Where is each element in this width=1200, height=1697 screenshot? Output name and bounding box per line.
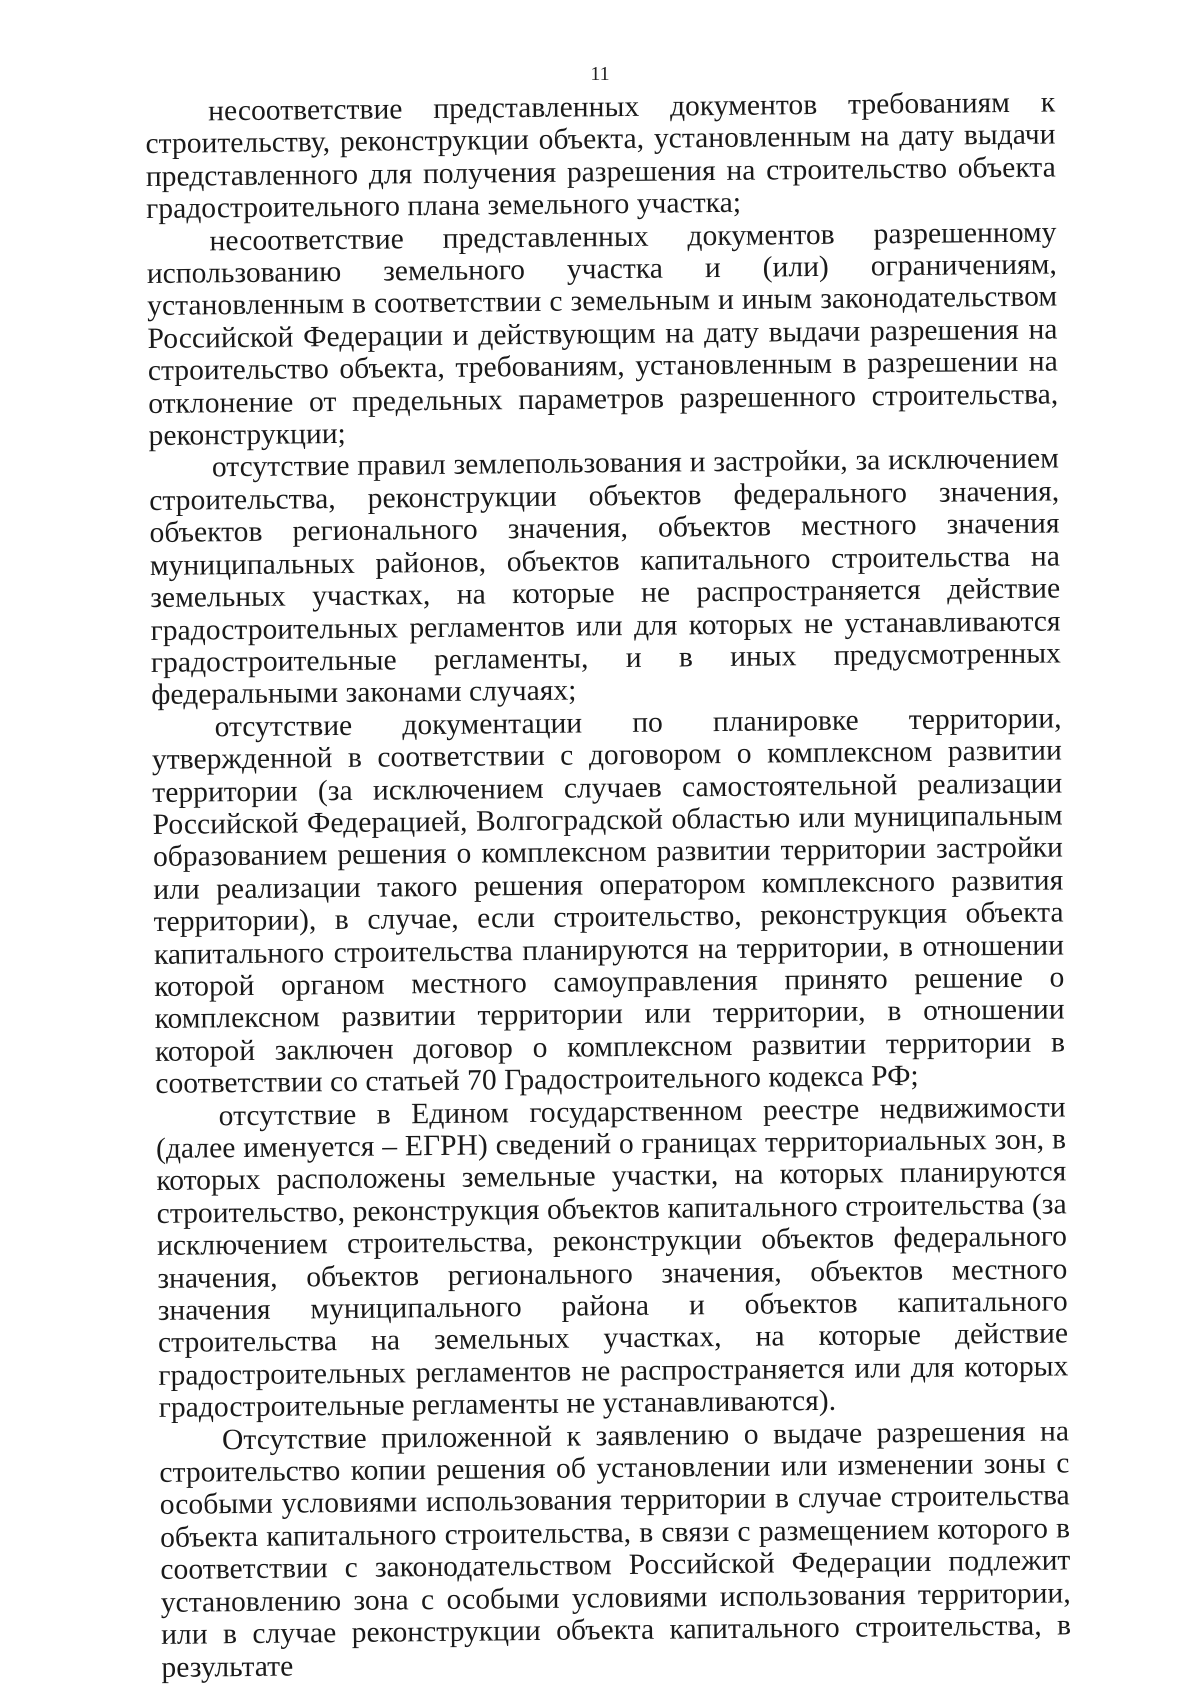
paragraph: несоответствие представленных документов разрешенному использованию земельного участка и (или) ограничениям, установленным в соответствии с земельным и иным законодательством Российской Федерации и действующим на дату выдачи разрешения на строительство объекта, требованиям, установленным в разрешении на отклонение от предельных параметров разрешенного строительства, реконструкции;: [146, 216, 1059, 453]
document-body: [145, 86, 1072, 1683]
paragraph: несоответствие представленных документов требованиям к строительству, реконструкции объекта, установленным на дату выдачи представленного для получения разрешения на строительство объекта градостроительного плана земельного участка;: [145, 86, 1056, 226]
page-number: 11: [590, 63, 610, 85]
paragraph: отсутствие правил землепользования и застройки, за исключением строительства, реконструкции объектов федерального значения, объектов регионального значения, объектов местного значения муниципальных районов, объектов капитального строительства на земельных участках, на которые не распространяется действие градостроительных регламентов или для которых не устанавливаются градостроительные регламенты, и в иных предусмотренных федеральными законами случаях;: [149, 442, 1062, 712]
paragraph: отсутствие в Едином государственном реестре недвижимости (далее именуется – ЕГРН) сведений о границах территориальных зон, в которых расположены земельные участки, на которых планируются строительство, реконструкция объектов капитального строительства (за исключением строительства, реконструкции объектов федерального значения, объектов регионального значения, объектов местного значения муниципального района и объектов капитального строительства на земельных участках, на которые действие градостроительных регламентов не распространяется или для которых градостроительные регламенты не устанавливаются).: [155, 1091, 1069, 1425]
paragraph: отсутствие документации по планировке территории, утвержденной в соответствии с договором о комплексном развитии территории (за исключением случаев самостоятельной реализации Российской Федерацией, Волгоградской областью или муниципальным образованием решения о комплексном развитии территории застройки или реализации такого решения оператором комплексного развития территории), в случае, если строительство, реконструкция объекта капитального строительства планируются на территории, в отношении которой органом местного самоуправления принято решение о комплексном развитии территории или территории, в отношении которой заключен договор о комплексном развитии территории в соответствии со статьей 70 Градостроительного кодекса РФ;: [151, 702, 1066, 1101]
paragraph: Отсутствие приложенной к заявлению о выдаче разрешения на строительство копии решения об установлении или изменении зоны с особыми условиями использования территории в случае строительства объекта капитального строительства, в связи с размещением которого в соответствии с законодательством Российской Федерации подлежит установлению зона с особыми условиями использования территории, или в случае реконструкции объекта капитального строительства, в результате: [159, 1415, 1072, 1684]
